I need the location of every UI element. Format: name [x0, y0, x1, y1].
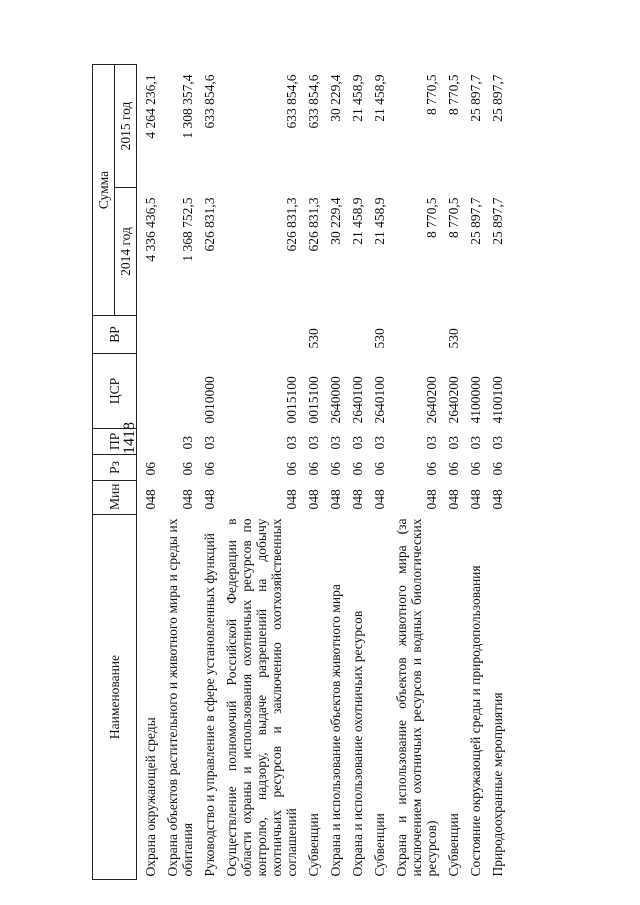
row-sum-2014: 21 458,9 — [350, 197, 365, 245]
row-vr — [218, 316, 300, 354]
row-pr: 03 — [350, 436, 365, 450]
row-min: 048 — [306, 489, 321, 510]
row-pr: 03 — [468, 436, 483, 450]
row-min: 048 — [328, 489, 343, 510]
row-sum-2014: 626 831,3 — [202, 197, 217, 252]
row-name: Субвенции — [372, 813, 387, 877]
row-pr: 03 — [490, 436, 505, 450]
row-min: 048 — [180, 489, 195, 510]
row-csr: 0015100 — [306, 376, 321, 424]
row-rz: 06 — [284, 462, 299, 476]
row-name: Осуществление полномочий Российской Федерации в области охраны и использования охотничьих ресурсов по контролю, надзору, выдаче разрешений на добычу охотничьих ресурсов и заключению охотхозяйственных соглашений — [224, 518, 299, 877]
row-pr: 03 — [328, 436, 343, 450]
row-name: Охрана окружающей среды — [143, 717, 158, 877]
row-vr — [159, 316, 196, 354]
row-min: 048 — [468, 489, 483, 510]
row-min: 048 — [202, 489, 217, 510]
row-min: 048 — [143, 489, 158, 510]
header-summa: Сумма — [93, 64, 115, 315]
row-csr — [137, 354, 160, 429]
row-csr: 2640000 — [328, 376, 343, 424]
row-rz: 06 — [490, 462, 505, 476]
table-row — [440, 64, 462, 879]
row-min: 048 — [424, 489, 439, 510]
row-name: Природоохранные мероприятия — [490, 692, 505, 877]
row-vr — [322, 316, 344, 354]
row-min: 048 — [446, 489, 461, 510]
row-min: 048 — [490, 489, 505, 510]
row-pr: 03 — [284, 436, 299, 450]
row-sum-2014: 1 368 752,5 — [180, 197, 195, 262]
row-sum-2014: 25 897,7 — [468, 197, 483, 245]
table-row — [218, 64, 300, 879]
row-sum-2014: 626 831,3 — [284, 197, 299, 252]
row-vr — [196, 316, 218, 354]
row-vr — [462, 316, 484, 354]
row-sum-2015: 21 458,9 — [372, 74, 387, 122]
row-vr: 530 — [446, 328, 461, 349]
row-pr: 03 — [202, 436, 217, 450]
row-name: Субвенции — [446, 813, 461, 877]
row-vr — [388, 316, 440, 354]
row-vr — [344, 316, 366, 354]
table-row — [300, 64, 322, 879]
header-vr: ВР — [93, 316, 137, 354]
row-sum-2014: 4 336 436,5 — [143, 197, 158, 262]
row-rz: 06 — [306, 462, 321, 476]
row-rz: 06 — [143, 462, 158, 476]
row-sum-2015: 8 770,5 — [446, 74, 461, 115]
table-row — [159, 64, 196, 879]
row-rz: 06 — [446, 462, 461, 476]
row-csr: 2640200 — [424, 376, 439, 424]
table-row — [322, 64, 344, 879]
row-sum-2015: 633 854,6 — [284, 74, 299, 129]
row-sum-2015: 25 897,7 — [468, 74, 483, 122]
header-rz: Рз — [93, 455, 137, 481]
header-min: Мин — [93, 481, 137, 515]
budget-table — [92, 64, 506, 880]
row-min: 048 — [350, 489, 365, 510]
row-min: 048 — [372, 489, 387, 510]
row-sum-2014: 8 770,5 — [446, 197, 461, 238]
row-sum-2014: 25 897,7 — [490, 197, 505, 245]
row-pr: 03 — [306, 436, 321, 450]
row-rz: 06 — [328, 462, 343, 476]
header-2014: 2014 год — [115, 188, 137, 316]
rotated-page-content — [0, 35, 640, 880]
table-row — [462, 64, 484, 879]
row-csr: 2640200 — [446, 376, 461, 424]
row-min: 048 — [284, 489, 299, 510]
table-row — [484, 64, 506, 879]
header-2015: 2015 год — [115, 64, 137, 187]
table-row — [344, 64, 366, 879]
row-pr: 03 — [372, 436, 387, 450]
row-vr: 530 — [306, 328, 321, 349]
row-vr — [137, 316, 160, 354]
row-name: Охрана и использование объектов животного мира — [328, 584, 343, 877]
row-pr: 03 — [180, 436, 195, 450]
row-sum-2015: 633 854,6 — [306, 74, 321, 129]
row-rz: 06 — [180, 462, 195, 476]
header-name: Наименование — [93, 515, 137, 880]
row-sum-2014: 30 229,4 — [328, 197, 343, 245]
row-sum-2014: 8 770,5 — [424, 197, 439, 238]
row-csr: 2640100 — [350, 376, 365, 424]
row-sum-2015: 633 854,6 — [202, 74, 217, 129]
row-sum-2015: 4 264 236,1 — [143, 74, 158, 139]
row-vr: 530 — [372, 328, 387, 349]
row-sum-2014: 626 831,3 — [306, 197, 321, 252]
row-name: Охрана объектов растительного и животного мира и среды их обитания — [165, 518, 195, 877]
row-csr — [159, 354, 196, 429]
page-number: 1418 — [121, 422, 138, 455]
row-pr: 03 — [424, 436, 439, 450]
row-rz: 06 — [202, 462, 217, 476]
row-rz: 06 — [424, 462, 439, 476]
row-name: Руководство и управление в сфере установленных функций — [202, 533, 217, 877]
row-name: Субвенции — [306, 813, 321, 877]
row-pr — [137, 429, 160, 455]
row-name: Состояние окружающей среды и природопользования — [468, 565, 483, 877]
table-row — [196, 64, 218, 879]
row-csr: 4100100 — [490, 376, 505, 424]
row-csr: 2640100 — [372, 376, 387, 424]
row-sum-2015: 21 458,9 — [350, 74, 365, 122]
row-pr: 03 — [446, 436, 461, 450]
row-name: Охрана и использование объектов животного мира (за исключением охотничьих ресурсов и водных биологических ресурсов) — [394, 518, 439, 877]
row-rz: 06 — [350, 462, 365, 476]
row-sum-2014: 21 458,9 — [372, 197, 387, 245]
row-sum-2015: 30 229,4 — [328, 74, 343, 122]
row-name: Охрана и использование охотничьих ресурсов — [350, 610, 365, 877]
row-csr: 0010000 — [202, 376, 217, 424]
row-sum-2015: 25 897,7 — [490, 74, 505, 122]
row-csr: 4100000 — [468, 376, 483, 424]
table-row — [137, 64, 160, 879]
table-row — [388, 64, 440, 879]
row-rz: 06 — [372, 462, 387, 476]
row-sum-2015: 8 770,5 — [424, 74, 439, 115]
row-rz: 06 — [468, 462, 483, 476]
header-pr: ПР — [93, 429, 137, 455]
table-row — [366, 64, 388, 879]
row-vr — [484, 316, 506, 354]
row-sum-2015: 1 308 357,4 — [180, 74, 195, 139]
header-csr: ЦСР — [93, 354, 137, 429]
row-csr: 0015100 — [284, 376, 299, 424]
